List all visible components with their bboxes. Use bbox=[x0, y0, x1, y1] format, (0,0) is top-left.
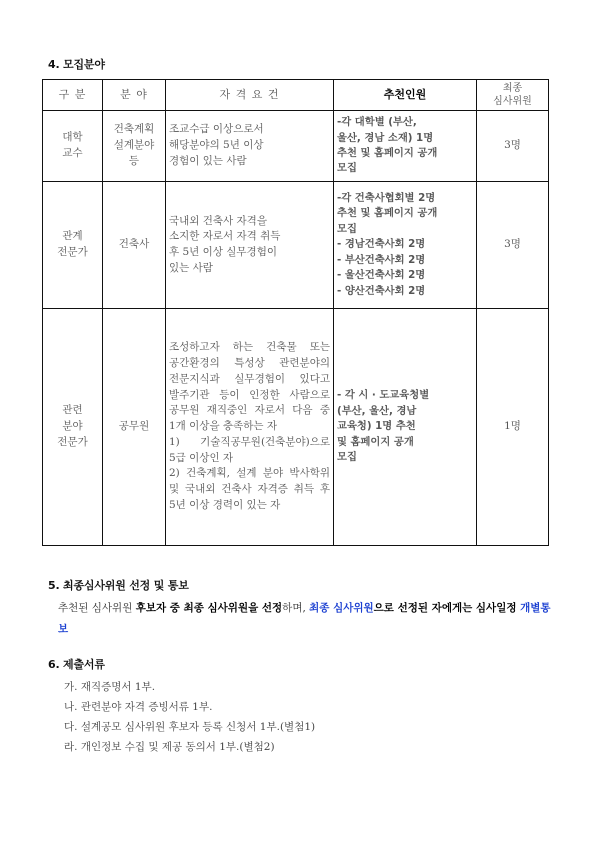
s5-text-2: 하며, bbox=[282, 602, 310, 614]
s5-blue-2: 개별통보 bbox=[58, 602, 551, 635]
cell-qualification bbox=[166, 309, 334, 546]
section-5-title: 5. 최종심사위원 선정 및 통보 bbox=[48, 579, 189, 592]
table-row-official bbox=[43, 309, 549, 546]
s5-blue-1: 최종 심사위원 bbox=[309, 602, 374, 614]
cell-category bbox=[43, 111, 103, 182]
cell-field bbox=[103, 111, 166, 182]
table-row-architect bbox=[43, 182, 549, 309]
s5-bold-1: 후보자 중 최종 심사위원을 선정 bbox=[135, 602, 283, 614]
list-item: 가. 재직증명서 1부. bbox=[64, 681, 156, 693]
cell-recommended bbox=[334, 182, 477, 309]
documents-list bbox=[64, 677, 544, 757]
section-5-body bbox=[58, 598, 554, 640]
section-4-title: 4. 모집분야 bbox=[48, 58, 105, 71]
cell-qualification-text: 국내외 건축사 자격을 소지한 자로서 자격 취득 후 5년 이상 실무경험이 있는 사람 bbox=[169, 214, 281, 274]
cell-category-text: 대학 교수 bbox=[62, 131, 83, 159]
header-final bbox=[477, 80, 549, 111]
table-header-row bbox=[43, 80, 549, 111]
cell-recommended-text: -각 건축사협회별 2명 추천 및 홈페이지 공개 모집 - 경남건축사회 2명 - 부산건축사회 2명 - 울산건축사회 2명 - 양산건축사회 2명 bbox=[337, 191, 438, 297]
header-category: 구 분 bbox=[43, 80, 103, 111]
cell-qualification-text: 조교수급 이상으로서 해당분야의 5년 이상 경험이 있는 사람 bbox=[169, 123, 264, 167]
cell-recommended bbox=[334, 111, 477, 182]
cell-recommended-text: -각 대학별 (부산, 울산, 경남 소재) 1명 추천 및 홈페이지 공개 모집 bbox=[337, 116, 438, 175]
header-final-line1: 최종 bbox=[502, 82, 523, 94]
cell-category bbox=[43, 182, 103, 309]
table-row-professor bbox=[43, 111, 549, 182]
cell-recommended-text: - 각 시 · 도교육청별 (부산, 울산, 경남 교육청) 1명 추천 및 홈페이지 공개 모집 bbox=[337, 389, 430, 464]
cell-qualification bbox=[166, 111, 334, 182]
header-field: 분 야 bbox=[103, 80, 166, 111]
cell-field-text: 건축사 bbox=[118, 238, 150, 251]
list-item: 라. 개인정보 수집 및 제공 동의서 1부.(별첨2) bbox=[64, 741, 275, 753]
header-qualification: 자 격 요 건 bbox=[166, 80, 334, 111]
cell-recommended bbox=[334, 309, 477, 546]
header-recommended: 추천인원 bbox=[334, 80, 477, 111]
cell-field-text: 건축계획 설계분야 등 bbox=[113, 123, 155, 167]
cell-final: 3명 bbox=[477, 111, 549, 182]
cell-category bbox=[43, 309, 103, 546]
section-6-title: 6. 제출서류 bbox=[48, 658, 105, 671]
cell-field bbox=[103, 309, 166, 546]
cell-final: 3명 bbox=[477, 182, 549, 309]
cell-category-text: 관계 전문가 bbox=[57, 230, 88, 258]
s5-bold-2: 으로 선정된 자에게는 심사일정 bbox=[373, 602, 521, 614]
list-item: 다. 설계공모 심사위원 후보자 등록 신청서 1부.(별첨1) bbox=[64, 721, 316, 733]
cell-qualification-text: 조성하고자 하는 건축물 또는 공간환경의 특성상 관련분야의 전문지식과 실무경험이 있다고 발주기관 등이 인정한 사람으로 공무원 재직중인 자로서 다음 중 1개 이상을 충족하는 자 1) 기술직공무원(건축분야)으로 5급 이상인 자 2) 건축계획, 설계 분야 박사학위 및 국내외 건축사 자격증 취득 후 5년 이상 경력이 있는 자 bbox=[169, 341, 330, 511]
cell-category-text: 관련 분야 전문가 bbox=[57, 404, 88, 448]
recruitment-table bbox=[42, 79, 549, 546]
s5-text-1: 추천된 심사위원 bbox=[58, 602, 136, 614]
list-item: 나. 관련분야 자격 증빙서류 1부. bbox=[64, 701, 213, 713]
cell-field bbox=[103, 182, 166, 309]
header-final-line2: 심사위원 bbox=[493, 96, 532, 107]
cell-field-text: 공무원 bbox=[118, 420, 150, 433]
cell-final: 1명 bbox=[477, 309, 549, 546]
cell-qualification bbox=[166, 182, 334, 309]
